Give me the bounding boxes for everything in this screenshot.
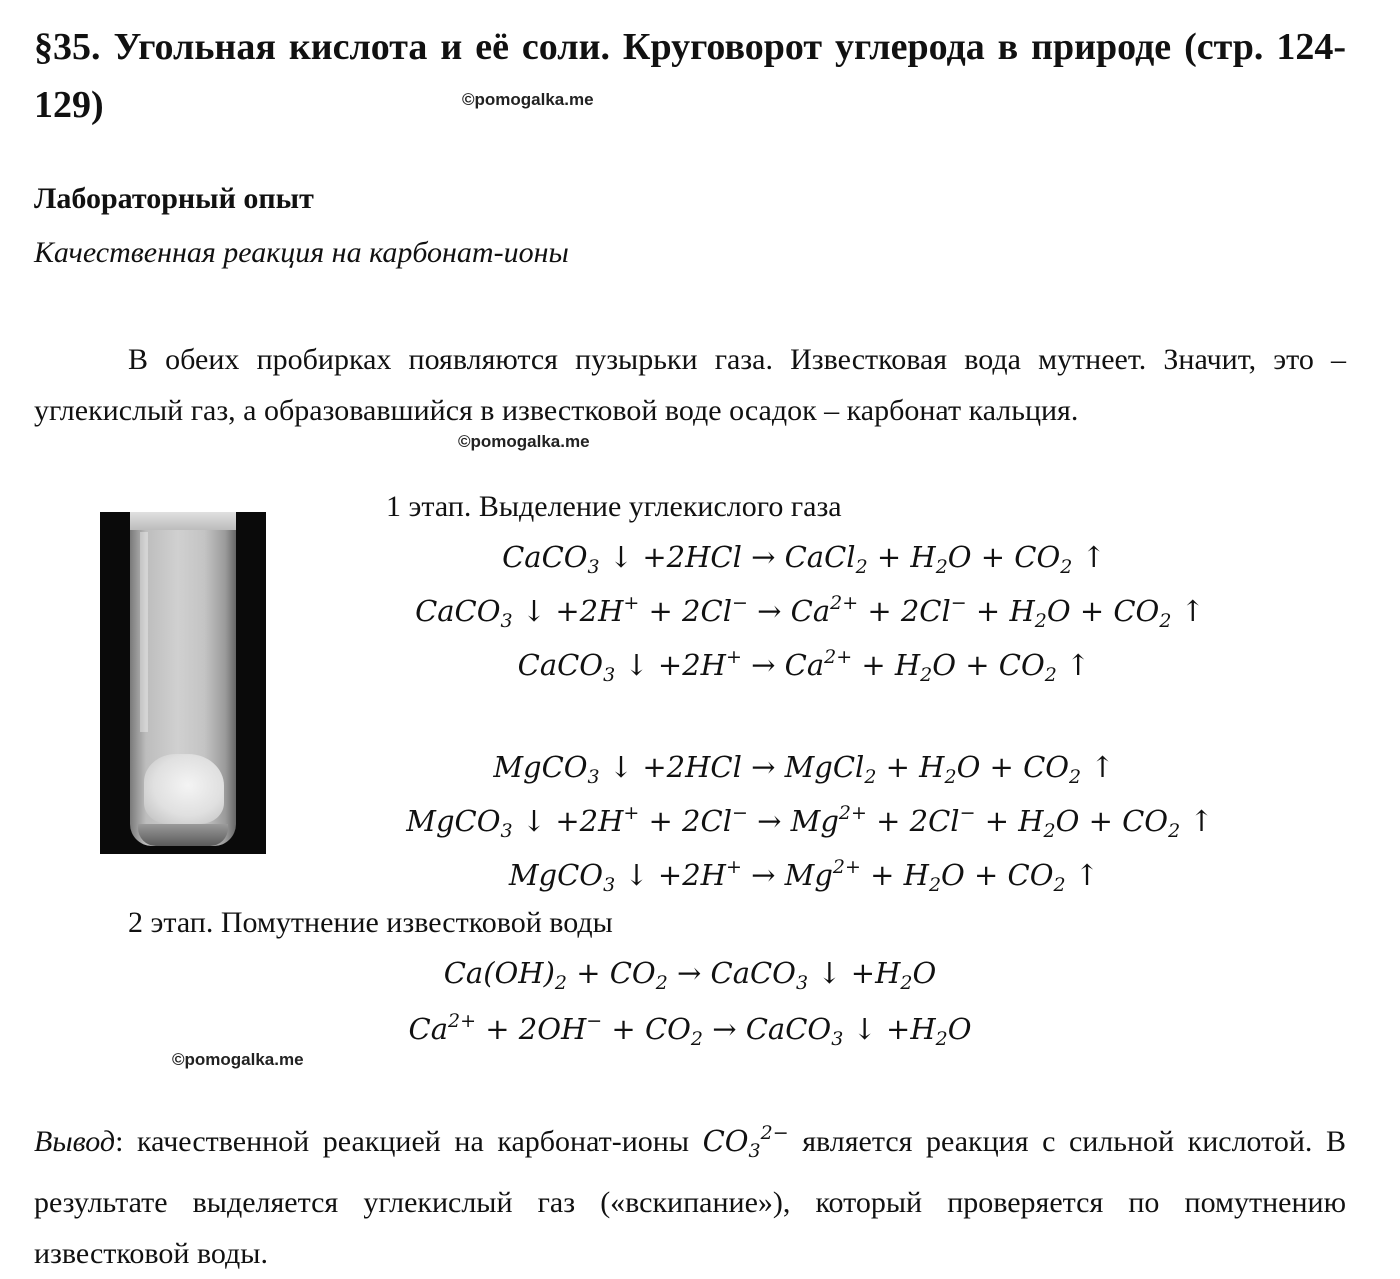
watermark: ©pomogalka.me [172,1050,304,1069]
conclusion-text-start: : качественной реакцией на карбонат-ионы [115,1125,703,1158]
carbonate-ion-formula: $CO_3^{2-}$ [702,1122,789,1162]
conclusion-label: Вывод [34,1125,116,1158]
watermark: ©pomogalka.me [458,432,590,451]
test-tube-photo [100,512,266,854]
conclusion-text-end: является реакция с сильной кислотой. В результате выделяется углекислый газ («вскипание»), который проверяется по помутнению известковой воды. [34,1125,1346,1270]
equation: $Ca(OH)_2 + CO_2$ → CaCO$_3$ ↓ $+H_2O$ [443,956,937,994]
equation: CaCO$_3$ ↓ $+2H^+ \to Ca^{2+} + H_2O + CO_2$ ↑ [517,646,1091,686]
equation: $Ca^{2+} + 2OH^- + CO_2$ → CaCO$_3$ ↓ $+H_2O$ [408,1010,972,1050]
conclusion-paragraph [34,1108,1346,1279]
stage-1-heading: 1 этап. Выделение углекислого газа [386,490,842,523]
page-title: §35. Угольная кислота и её соли. Круговорот углерода в природе (стр. 124-129) [34,26,1346,126]
watermark: ©pomogalka.me [462,90,594,109]
lab-heading: Лабораторный опыт [34,182,314,215]
equation: CaCO$_3$ ↓ +2HCl → CaCl$_2$ + $H_2O + CO_2$ ↑ [502,540,1106,578]
equation: CaCO$_3$ ↓ $+2H^+ + 2Cl^- \to Ca^{2+} + 2Cl^- + H_2O + CO_2$ ↑ [415,592,1205,632]
stage-2-heading: 2 этап. Помутнение известковой воды [128,906,613,939]
equation: MgCO$_3$ ↓ +2HCl → MgCl$_2$ + $H_2O + CO_2$ ↑ [493,750,1115,788]
equation: MgCO$_3$ ↓ $+2H^+ \to Mg^{2+} + H_2O + CO_2$ ↑ [508,856,1100,896]
lab-subheading: Качественная реакция на карбонат-ионы [34,236,569,269]
test-tube-icon [130,512,236,846]
equation: MgCO$_3$ ↓ $+2H^+ + 2Cl^- \to Mg^{2+} + 2Cl^- + H_2O + CO_2$ ↑ [406,802,1214,842]
observation-paragraph: В обеих пробирках появляются пузырьки газа. Известковая вода мутнеет. Значит, это – углекислый газ, а образовавшийся в известковой воде осадок – карбонат кальция. [34,343,1346,427]
